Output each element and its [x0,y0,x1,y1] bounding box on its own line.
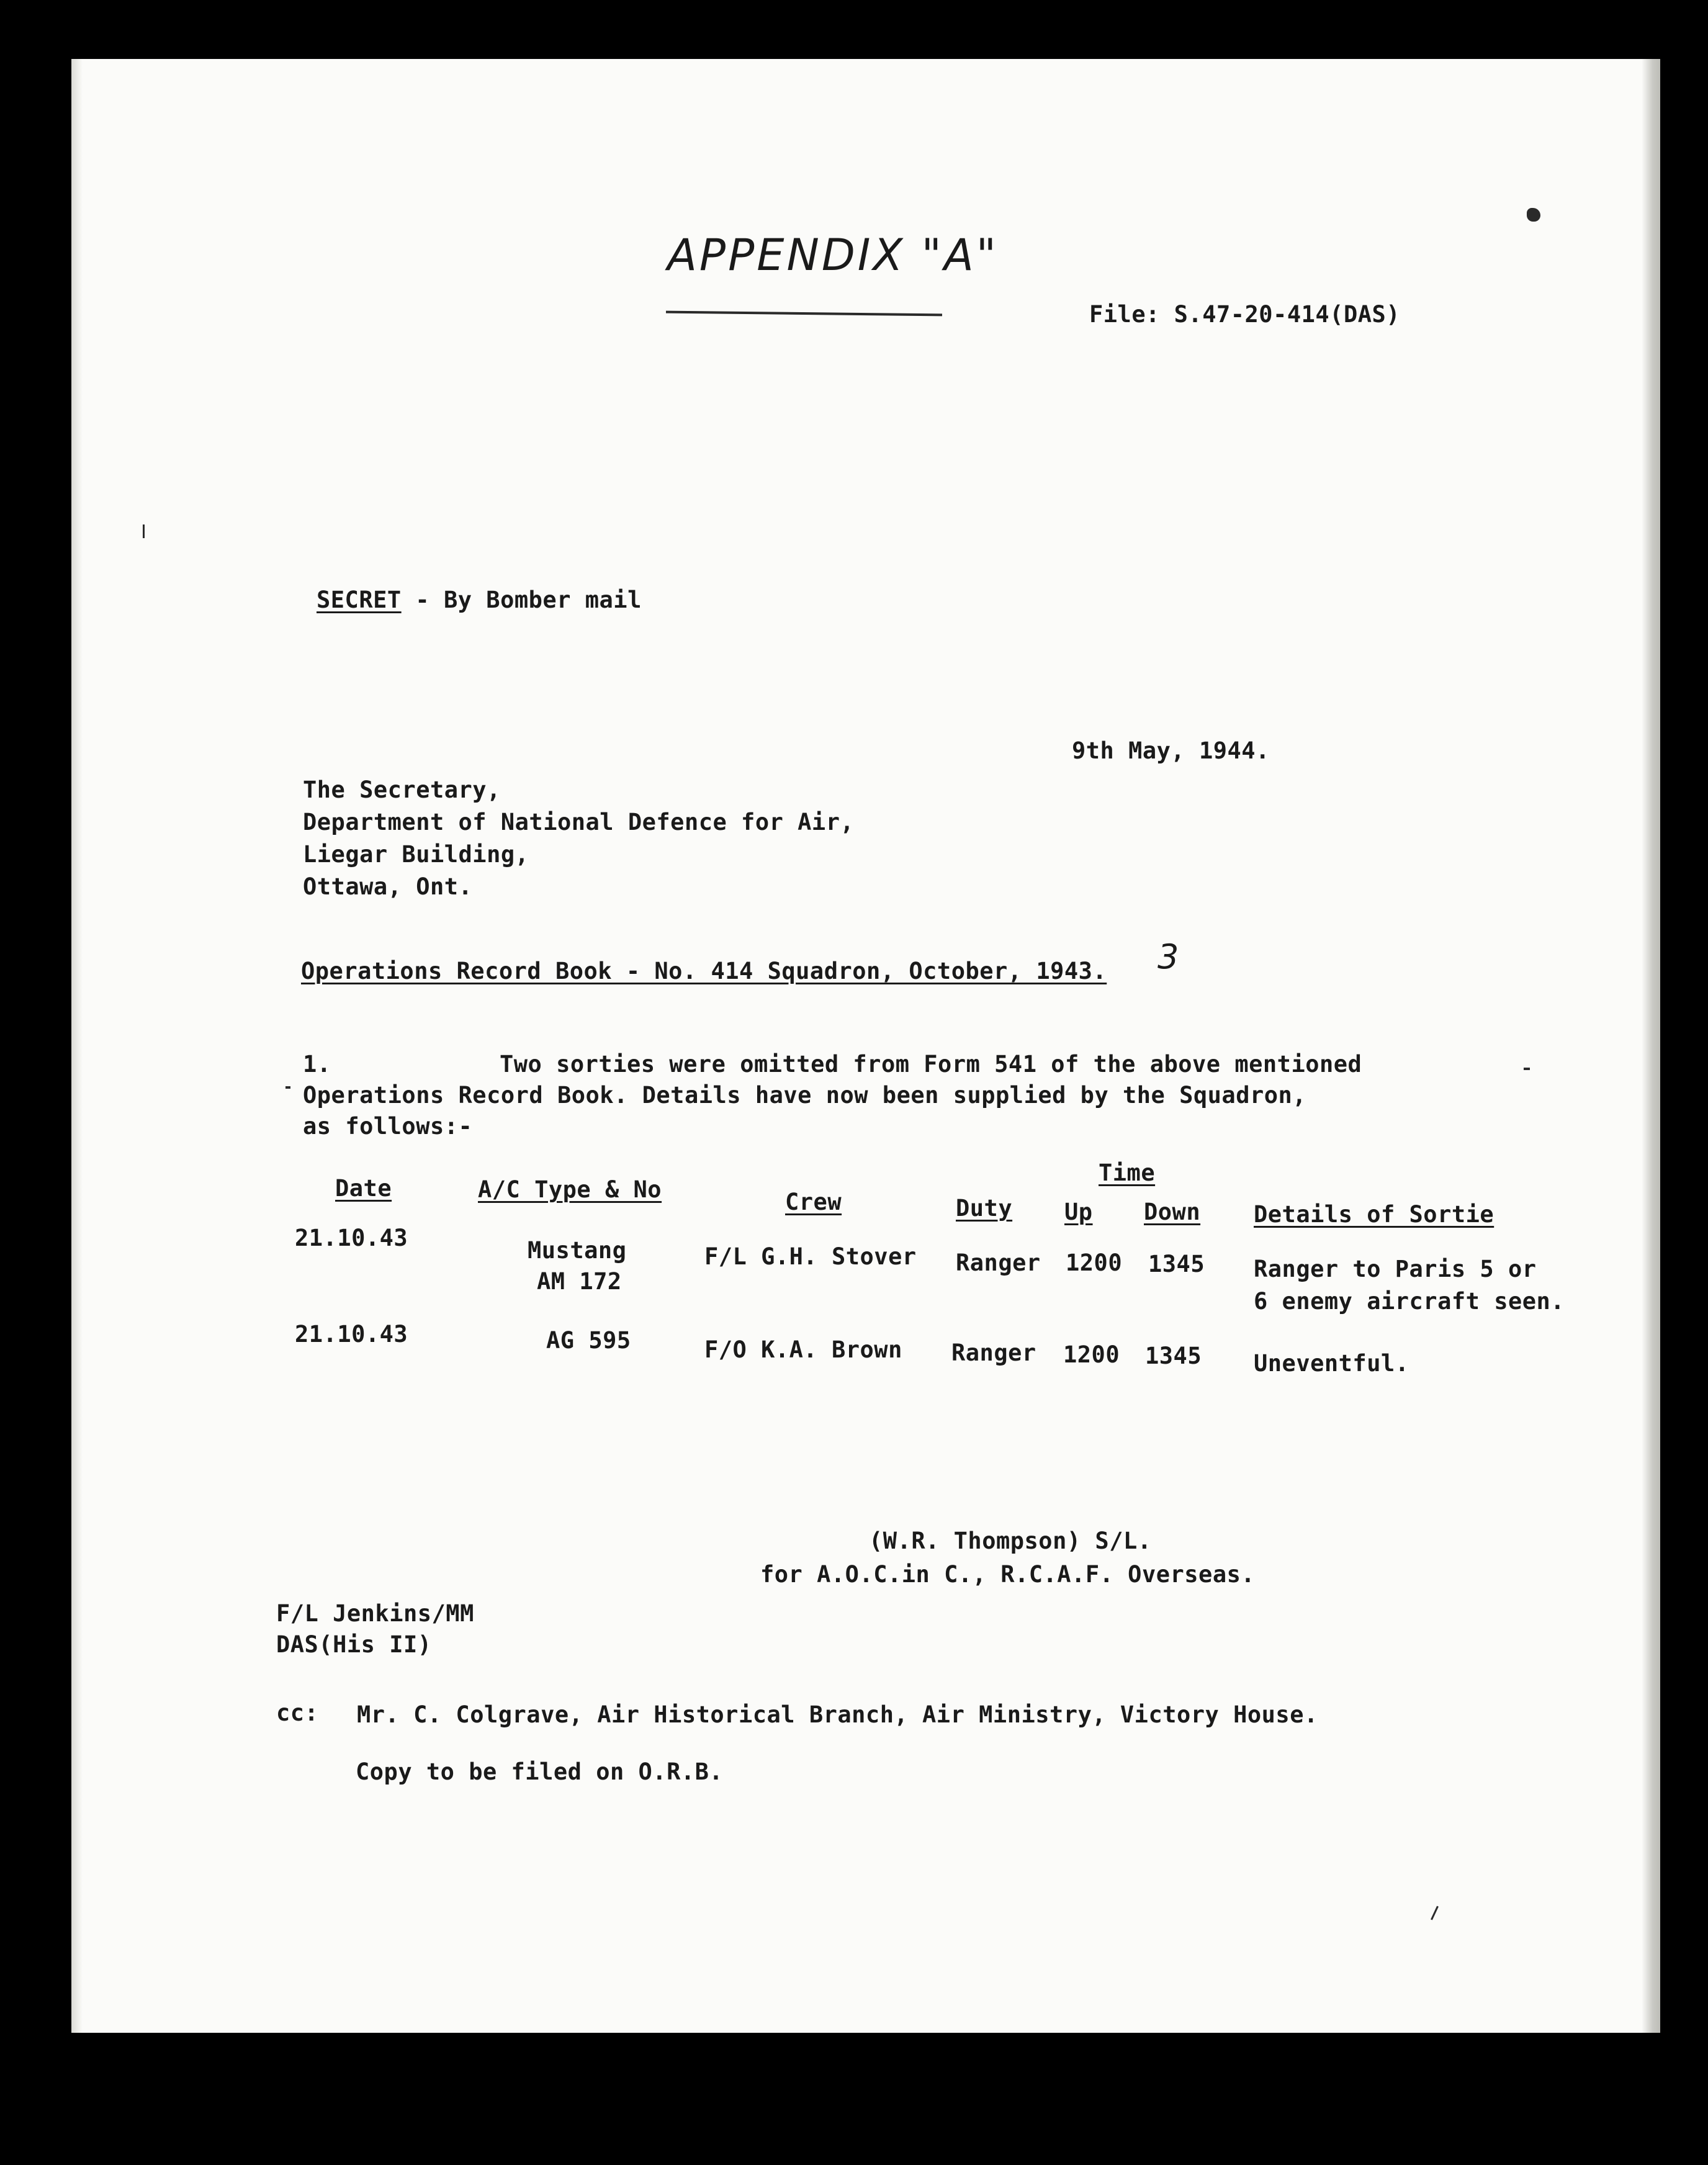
paragraph-number: 1. [303,1051,331,1078]
security-classification: SECRET [317,587,402,613]
handwritten-page-number: 3 [1157,937,1179,976]
paragraph-line-3: as follows:- [303,1113,473,1140]
letter-date: 9th May, 1944. [1072,737,1270,764]
ink-mark [1527,208,1540,222]
header-aircraft: A/C Type & No [478,1176,662,1203]
page-edge-right [1642,59,1660,2033]
row2-duty: Ranger [951,1339,1036,1366]
row2-aircraft: AG 595 [546,1327,631,1354]
speck [143,524,145,538]
row2-crew: F/O K.A. Brown [704,1336,902,1363]
row2-down: 1345 [1145,1343,1202,1369]
row1-down: 1345 [1148,1251,1205,1277]
page-edge-left [71,59,83,2033]
header-crew: Crew [785,1189,842,1215]
paragraph-line-2: Operations Record Book. Details have now been supplied by the Squadron, [303,1082,1307,1109]
row1-duty: Ranger [956,1249,1041,1276]
row2-date: 21.10.43 [295,1321,408,1348]
cc-note: Copy to be filed on O.R.B. [356,1758,724,1785]
addressee-line-2: Department of National Defence for Air, [303,809,855,835]
reference-line-2: DAS(His II) [276,1631,432,1658]
document-page [71,59,1660,2033]
security-line [317,588,642,613]
header-up: Up [1064,1199,1093,1225]
handwritten-heading: APPENDIX "A" [667,230,999,281]
heading-underline [666,311,942,317]
row1-up: 1200 [1066,1249,1123,1276]
security-delivery: - By Bomber mail [401,587,642,613]
row1-details-2: 6 enemy aircraft seen. [1254,1288,1565,1315]
addressee-line-1: The Secretary, [303,776,501,803]
signature-for: for A.O.C.in C., R.C.A.F. Overseas. [760,1561,1256,1588]
row2-up: 1200 [1063,1341,1120,1368]
addressee-line-3: Liegar Building, [303,841,529,868]
row1-crew: F/L G.H. Stover [704,1243,917,1270]
row1-aircraft-number: AM 172 [537,1268,622,1295]
row2-details: Uneventful. [1254,1350,1409,1377]
row1-aircraft-type: Mustang [528,1237,627,1264]
speck [285,1086,290,1089]
header-date: Date [335,1175,392,1202]
cc-label: cc: [276,1699,319,1726]
header-duty: Duty [956,1195,1013,1222]
reference-line-1: F/L Jenkins/MM [276,1600,474,1627]
row1-date: 21.10.43 [295,1225,408,1251]
cc-recipient: Mr. C. Colgrave, Air Historical Branch, Air Ministry, Victory House. [357,1701,1318,1728]
file-reference: File: S.47-20-414(DAS) [1089,301,1401,328]
addressee-line-4: Ottawa, Ont. [303,873,473,900]
subject-line: Operations Record Book - No. 414 Squadron, October, 1943. [301,958,1107,984]
header-details: Details of Sortie [1254,1201,1494,1228]
signature-name: (W.R. Thompson) S/L. [869,1528,1152,1554]
speck [1524,1068,1530,1070]
row1-details-1: Ranger to Paris 5 or [1254,1256,1537,1282]
header-down: Down [1144,1199,1201,1225]
speck [1431,1906,1439,1920]
paragraph-line-1: Two sorties were omitted from Form 541 of the above mentioned [500,1051,1362,1078]
header-time: Time [1099,1159,1156,1186]
